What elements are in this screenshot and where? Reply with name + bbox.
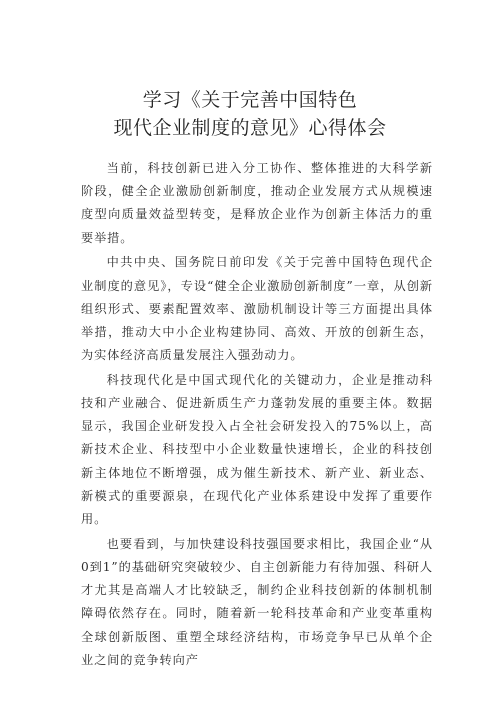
paragraph-2: 中共中央、国务院日前印发《关于完善中国特色现代企业制度的意见》，专设“健全企业激励创新制度”一章，从创新组织形式、要素配置效率、激励机制设计等三方面提出具体举措，推动大中小企业构建协同、高效、开放的创新生态，为实体经济高质量发展注入强劲动力。: [81, 255, 433, 363]
paragraph-1: 当前，科技创新已进入分工协作、整体推进的大科学新阶段，健全企业激励创新制度，推动企业发展方式从规模速度型向质量效益型转变，是释放企业作为创新主体活力的重要举措。: [81, 161, 433, 245]
title-line-1: 学习《关于完善中国特色: [142, 89, 358, 111]
paragraph-3: 科技现代化是中国式现代化的关键动力，企业是推动科技和产业融合、促进新质生产力蓬勃发展的重要主体。数据显示，我国企业研发投入占全社会研发投入的75%以上，高新技术企业、科技型中小企业数量快速增长，企业的科技创新主体地位不断增强，成为催生新技术、新产业、新业态、新模式的重要源泉，在现代化产业体系建设中发挥了重要作用。: [81, 372, 433, 527]
document-title: [0, 86, 500, 142]
title-line-2: 现代企业制度的意见》心得体会: [113, 117, 387, 139]
document-body: [81, 157, 433, 673]
paragraph-4: 也要看到，与加快建设科技强国要求相比，我国企业“从0到1”的基础研究突破较少、自主创新能力有待加强、科研人才尤其是高端人才比较缺乏，制约企业科技创新的体制机制障碍依然存在。同时，随着新一轮科技革命和产业变革重构全球创新版图、重塑全球经济结构，市场竞争早已从单个企业之间的竞争转向产: [81, 536, 433, 667]
